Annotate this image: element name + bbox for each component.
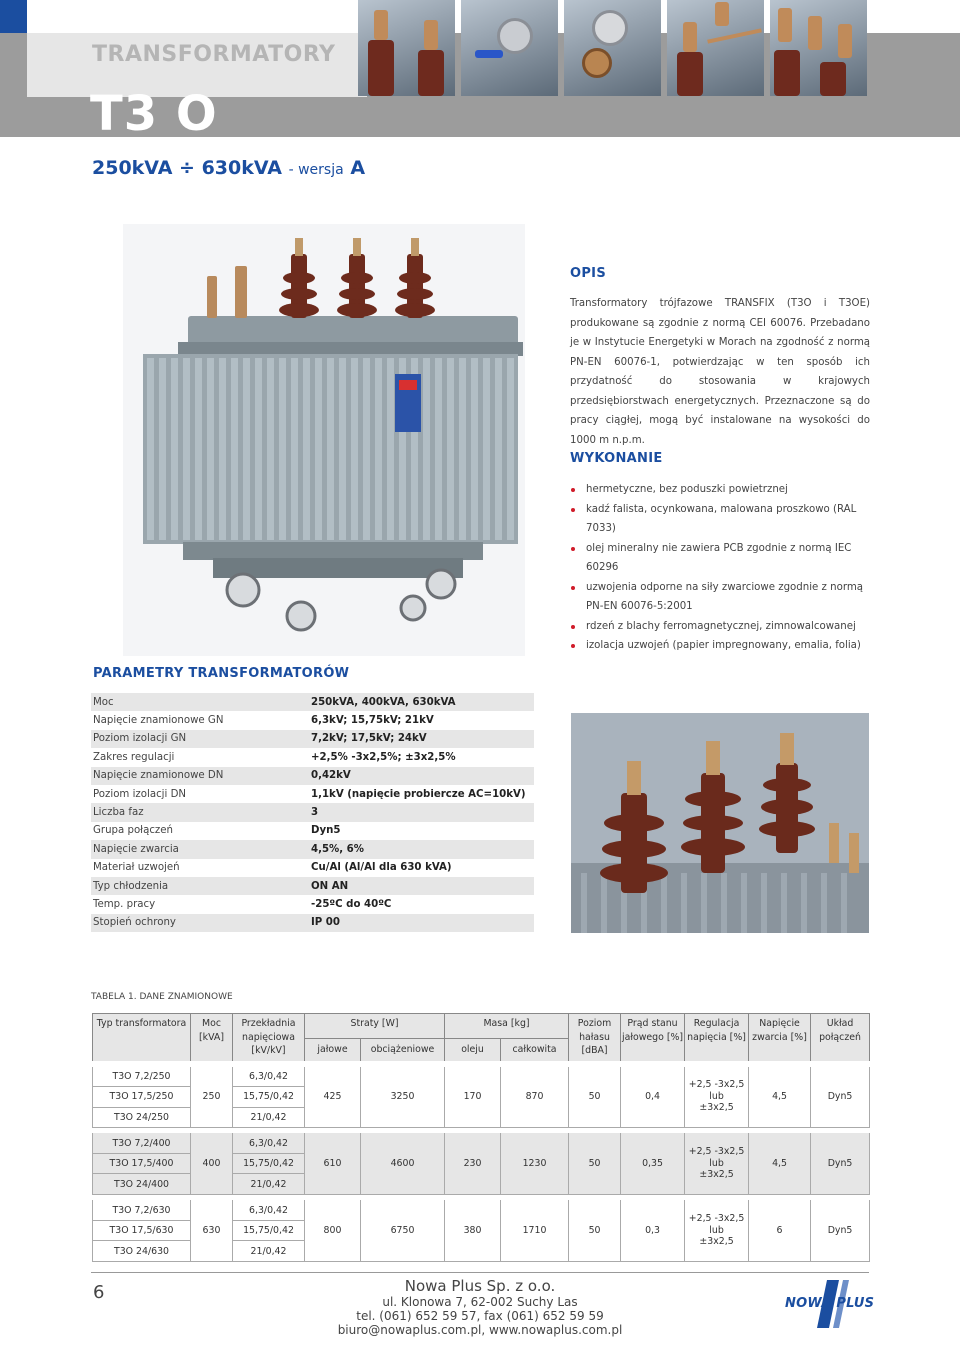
cell-przekladnia: 21/0,42 <box>233 1241 305 1261</box>
version-label: - wersja <box>288 162 344 178</box>
table-row <box>91 822 534 840</box>
company-contact: biuro@nowaplus.com.pl, www.nowaplus.com.pl <box>337 1323 623 1337</box>
parametry-heading: PARAMETRY TRANSFORMATORÓW <box>93 666 350 681</box>
cell-straty-jalowe: 800 <box>305 1200 361 1261</box>
thumbnail-photo-4 <box>667 0 764 96</box>
list-item: uzwojenia odporne na siły zwarciowe zgodnie z normą <box>570 578 880 598</box>
header-thumbnails <box>358 0 867 96</box>
cell-przekladnia: 21/0,42 <box>233 1174 305 1194</box>
col-header-zwarcie: Napięcie zwarcia [%] <box>749 1014 811 1061</box>
param-key: Temp. pracy <box>93 898 156 910</box>
table-row <box>91 693 534 711</box>
rating-data-table <box>92 1013 870 1262</box>
col-header-masa-oleju: oleju <box>445 1039 501 1061</box>
cell-straty-obc: 3250 <box>361 1067 445 1128</box>
cell-typ: T3O 7,2/630 <box>93 1200 191 1220</box>
cell-typ: T3O 17,5/400 <box>93 1154 191 1174</box>
list-item: rdzeń z blachy ferromagnetycznej, zimnowalcowanej <box>570 617 880 637</box>
col-header-przekladnia: Przekładnia napięciowa [kV/kV] <box>233 1014 305 1061</box>
table-caption: TABELA 1. DANE ZNAMIONOWE <box>91 992 233 1002</box>
reg-line: +2,5 -3x2,5 <box>688 1146 745 1158</box>
cell-halas: 50 <box>569 1133 621 1194</box>
cell-moc: 250 <box>191 1067 233 1128</box>
param-value: 250kVA, 400kVA, 630kVA <box>309 693 534 711</box>
opis-text: Transformatory trójfazowe TRANSFIX (T3O i T3OE) produkowane są zgodnie z normą CEI 60076. Przebadano je w Instytucie Energetyki w Morach na zgodność z normą PN-EN 60076-1, potwierdzając w ten sposób ich przydatność do stosowania w krajowych przedsiębiorstwach energetycznych. Przeznaczone są do pracy ciągłej, mogą być instalowane na wysokości do 1000 m n.p.m. <box>570 298 870 446</box>
col-header-masa-calkowita: całkowita <box>501 1039 569 1061</box>
version-value: A <box>350 157 366 179</box>
cell-zwarcie: 4,5 <box>749 1133 811 1194</box>
thumbnail-photo-5 <box>770 0 867 96</box>
param-key: Liczba faz <box>91 803 309 821</box>
thumbnail-photo-3 <box>564 0 661 96</box>
param-key: Poziom izolacji GN <box>91 730 309 748</box>
wykonanie-heading: WYKONANIE <box>570 451 663 466</box>
cell-straty-obc: 6750 <box>361 1200 445 1261</box>
footer-rule <box>91 1272 869 1273</box>
cell-calkowita: 870 <box>501 1067 569 1128</box>
param-value: 3 <box>309 803 534 821</box>
cell-moc: 400 <box>191 1133 233 1194</box>
cell-przekladnia: 21/0,42 <box>233 1107 305 1127</box>
bushings-photo <box>571 713 869 933</box>
param-value: 0,42kV <box>309 767 534 785</box>
cell-przekladnia: 6,3/0,42 <box>233 1133 305 1153</box>
list-item: hermetyczne, bez poduszki powietrznej <box>570 480 880 500</box>
col-header-moc: Moc [kVA] <box>191 1014 233 1061</box>
param-key: Zakres regulacji <box>93 751 175 763</box>
section-label: TRANSFORMATORY <box>92 42 336 67</box>
param-key: Stopień ochrony <box>91 914 309 932</box>
cell-przekladnia: 15,75/0,42 <box>233 1221 305 1241</box>
col-header-prad: Prąd stanu jałowego [%] <box>621 1014 685 1061</box>
table-row <box>91 895 534 913</box>
cell-przekladnia: 6,3/0,42 <box>233 1200 305 1220</box>
cell-halas: 50 <box>569 1067 621 1128</box>
param-key: Materiał uzwojeń <box>93 862 180 874</box>
company-address: ul. Klonowa 7, 62-002 Suchy Las <box>382 1295 578 1309</box>
table-row <box>91 877 534 895</box>
col-header-halas: Poziom hałasu [dBA] <box>569 1014 621 1061</box>
transformer-photo <box>123 224 525 656</box>
col-header-straty: Straty [W] <box>305 1014 445 1039</box>
cell-uklad: Dyn5 <box>811 1133 870 1194</box>
opis-heading: OPIS <box>570 266 606 281</box>
col-header-straty-jalowe: jałowe <box>305 1039 361 1061</box>
cell-prad: 0,35 <box>621 1133 685 1194</box>
cell-olej: 170 <box>445 1067 501 1128</box>
cell-typ: T3O 7,2/400 <box>93 1133 191 1153</box>
cell-straty-jalowe: 425 <box>305 1067 361 1128</box>
reg-line: ±3x2,5 <box>699 1102 734 1114</box>
cell-uklad: Dyn5 <box>811 1067 870 1128</box>
table-row <box>91 914 534 932</box>
table-row <box>91 840 534 858</box>
reg-line: ±3x2,5 <box>699 1169 734 1181</box>
cell-olej: 380 <box>445 1200 501 1261</box>
reg-line: +2,5 -3x2,5 <box>688 1079 745 1091</box>
cell-przekladnia: 15,75/0,42 <box>233 1087 305 1107</box>
wykonanie-list <box>570 480 880 656</box>
header-top-white <box>27 0 358 33</box>
cell-prad: 0,4 <box>621 1067 685 1128</box>
transformer-illustration <box>123 224 525 656</box>
cell-regulacja <box>685 1133 749 1194</box>
cell-typ: T3O 24/400 <box>93 1174 191 1194</box>
cell-prad: 0,3 <box>621 1200 685 1261</box>
param-key: Grupa połączeń <box>93 825 173 837</box>
company-name: Nowa Plus Sp. z o.o. <box>404 1277 556 1295</box>
param-value: ON AN <box>309 877 534 895</box>
logo-text: NOWA PLUS <box>785 1296 875 1311</box>
cell-calkowita: 1710 <box>501 1200 569 1261</box>
parametry-table <box>91 693 534 932</box>
thumbnail-photo-2 <box>461 0 558 96</box>
cell-przekladnia: 15,75/0,42 <box>233 1154 305 1174</box>
bushings-illustration <box>571 713 869 933</box>
col-header-typ: Typ transformatora <box>93 1014 191 1061</box>
cell-typ: T3O 17,5/630 <box>93 1221 191 1241</box>
param-key: Poziom izolacji DN <box>93 788 187 800</box>
cell-calkowita: 1230 <box>501 1133 569 1194</box>
cell-regulacja <box>685 1200 749 1261</box>
reg-line: lub <box>709 1157 724 1169</box>
table-row <box>91 730 534 748</box>
param-key: Moc <box>91 693 309 711</box>
table-row <box>91 785 534 803</box>
cell-zwarcie: 6 <box>749 1200 811 1261</box>
table-row <box>91 859 534 877</box>
col-header-straty-obciazeniowe: obciążeniowe <box>361 1039 445 1061</box>
page-number: 6 <box>93 1282 105 1303</box>
reg-line: lub <box>709 1090 724 1102</box>
col-header-regulacja: Regulacja napięcia [%] <box>685 1014 749 1061</box>
list-item: olej mineralny nie zawiera PCB zgodnie z normą IEC 60296 <box>570 539 880 578</box>
col-header-uklad: Układ połączeń <box>811 1014 870 1061</box>
param-key: Napięcie zwarcia <box>91 840 309 858</box>
param-value: 4,5%, 6% <box>309 840 534 858</box>
table-row <box>93 1067 870 1087</box>
table-row <box>91 748 534 766</box>
param-value: IP 00 <box>309 914 534 932</box>
cell-zwarcie: 4,5 <box>749 1067 811 1128</box>
table-header-row <box>93 1014 870 1039</box>
company-phone: tel. (061) 652 59 57, fax (061) 652 59 59 <box>356 1309 604 1323</box>
param-key: Typ chłodzenia <box>91 877 309 895</box>
cell-typ: T3O 24/630 <box>93 1241 191 1261</box>
cell-przekladnia: 6,3/0,42 <box>233 1067 305 1087</box>
cell-halas: 50 <box>569 1200 621 1261</box>
table-row <box>93 1133 870 1153</box>
param-value: +2,5% -3x2,5%; ±3x2,5% <box>311 751 456 763</box>
param-key: Napięcie znamionowe DN <box>91 767 309 785</box>
param-value: -25ºC do 40ºC <box>311 898 392 910</box>
param-value: 7,2kV; 17,5kV; 24kV <box>309 730 534 748</box>
list-item: kadź falista, ocynkowana, malowana proszkowo (RAL 7033) <box>570 500 880 539</box>
product-range-text: 250kVA ÷ 630kVA <box>92 157 282 179</box>
param-key: Napięcie znamionowe GN <box>93 715 224 727</box>
cell-typ: T3O 24/250 <box>93 1107 191 1127</box>
table-row <box>91 711 534 729</box>
cell-straty-jalowe: 610 <box>305 1133 361 1194</box>
param-value: Dyn5 <box>311 825 341 837</box>
col-header-masa: Masa [kg] <box>445 1014 569 1039</box>
cell-regulacja <box>685 1067 749 1128</box>
model-title: T3 O <box>90 86 218 142</box>
footer-contact <box>300 1278 660 1337</box>
cell-typ: T3O 7,2/250 <box>93 1067 191 1087</box>
param-value: 6,3kV; 15,75kV; 21kV <box>311 715 434 727</box>
cell-moc: 630 <box>191 1200 233 1261</box>
table-row <box>91 767 534 785</box>
cell-straty-obc: 4600 <box>361 1133 445 1194</box>
reg-line: lub <box>709 1224 724 1236</box>
reg-line: ±3x2,5 <box>699 1236 734 1248</box>
product-range <box>92 157 365 179</box>
table-row <box>93 1200 870 1220</box>
param-value: 1,1kV (napięcie probiercze AC=10kV) <box>311 788 526 800</box>
list-item: izolacja uzwojeń (papier impregnowany, emalia, folia) <box>570 636 880 656</box>
table-row <box>91 803 534 821</box>
reg-line: +2,5 -3x2,5 <box>688 1213 745 1225</box>
cell-olej: 230 <box>445 1133 501 1194</box>
cell-typ: T3O 17,5/250 <box>93 1087 191 1107</box>
list-item-continuation: PN-EN 60076-5:2001 <box>586 601 693 612</box>
param-value: Cu/Al (Al/Al dla 630 kVA) <box>311 862 452 874</box>
thumbnail-photo-1 <box>358 0 455 96</box>
cell-uklad: Dyn5 <box>811 1200 870 1261</box>
